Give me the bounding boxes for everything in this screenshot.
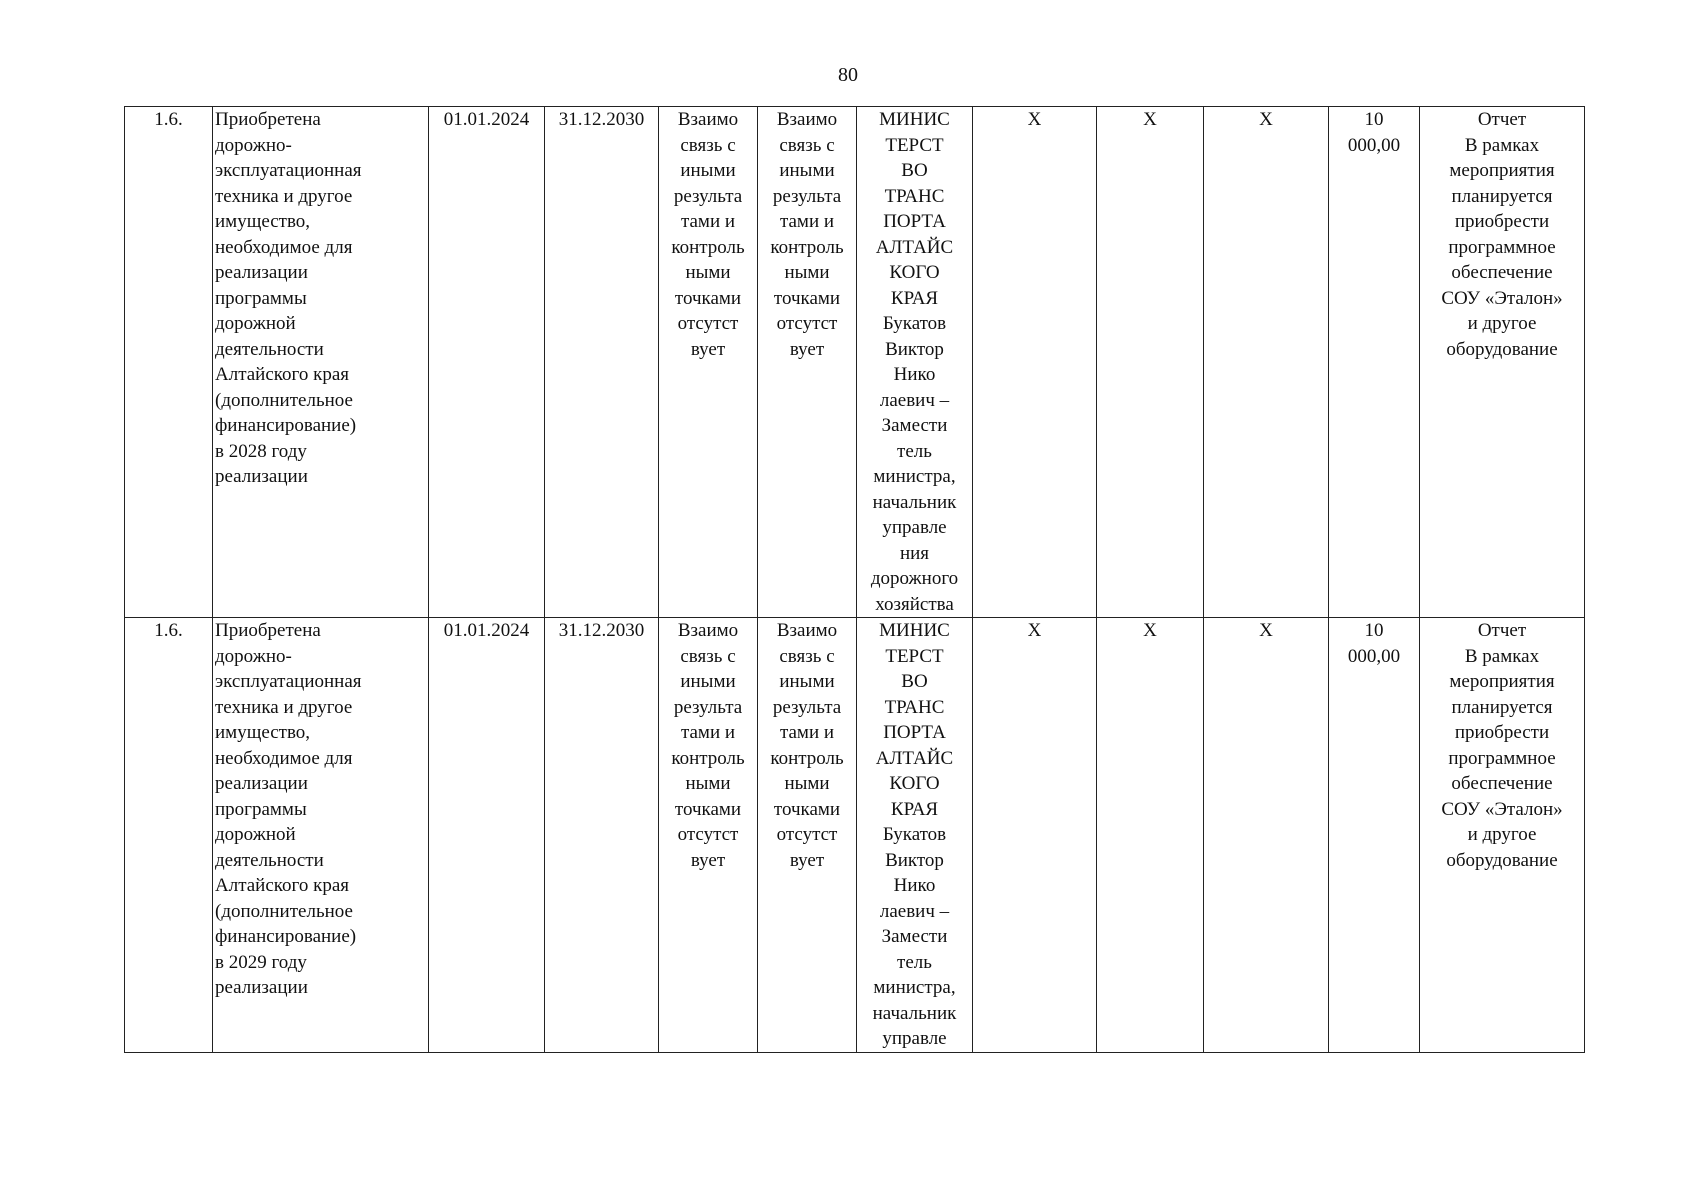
x-mark: X <box>1097 618 1204 1053</box>
x-mark: X <box>1097 107 1204 618</box>
responsible-person: МИНИС ТЕРСТ ВО ТРАНС ПОРТА АЛТАЙС КОГО КРАЯ Букатов Виктор Нико лаевич – Замести тель министра, начальник управле <box>857 618 973 1053</box>
relation-cell: Взаимо связь с иными результа тами и контроль ными точками отсутст вует <box>758 618 857 1053</box>
relation-cell: Взаимо связь с иными результа тами и контроль ными точками отсутст вует <box>659 618 758 1053</box>
row-number: 1.6. <box>125 107 213 618</box>
page-number: 80 <box>838 64 858 86</box>
x-mark: X <box>1204 107 1329 618</box>
note: Отчет В рамках мероприятия планируется приобрести программное обеспечение СОУ «Эталон» и другое оборудование <box>1420 107 1585 618</box>
table-row <box>125 107 1585 618</box>
x-mark: X <box>1204 618 1329 1053</box>
x-mark: X <box>973 107 1097 618</box>
amount: 10 000,00 <box>1329 618 1420 1053</box>
end-date: 31.12.2030 <box>545 618 659 1053</box>
result-name: Приобретена дорожно- эксплуатационная техника и другое имущество, необходимое для реализации программы дорожной деятельности Алтайского края (дополнительное финансирование) в 2028 году реализации <box>213 107 429 618</box>
start-date: 01.01.2024 <box>429 618 545 1053</box>
end-date: 31.12.2030 <box>545 107 659 618</box>
table-row <box>125 618 1585 1053</box>
plan-table <box>124 106 1585 1053</box>
amount: 10 000,00 <box>1329 107 1420 618</box>
x-mark: X <box>973 618 1097 1053</box>
relation-cell: Взаимо связь с иными результа тами и контроль ными точками отсутст вует <box>659 107 758 618</box>
responsible-person: МИНИС ТЕРСТ ВО ТРАНС ПОРТА АЛТАЙС КОГО КРАЯ Букатов Виктор Нико лаевич – Замести тель министра, начальник управле ния дорожного хозяйства <box>857 107 973 618</box>
relation-cell: Взаимо связь с иными результа тами и контроль ными точками отсутст вует <box>758 107 857 618</box>
row-number: 1.6. <box>125 618 213 1053</box>
start-date: 01.01.2024 <box>429 107 545 618</box>
note: Отчет В рамках мероприятия планируется приобрести программное обеспечение СОУ «Эталон» и другое оборудование <box>1420 618 1585 1053</box>
result-name: Приобретена дорожно- эксплуатационная техника и другое имущество, необходимое для реализации программы дорожной деятельности Алтайского края (дополнительное финансирование) в 2029 году реализации <box>213 618 429 1053</box>
